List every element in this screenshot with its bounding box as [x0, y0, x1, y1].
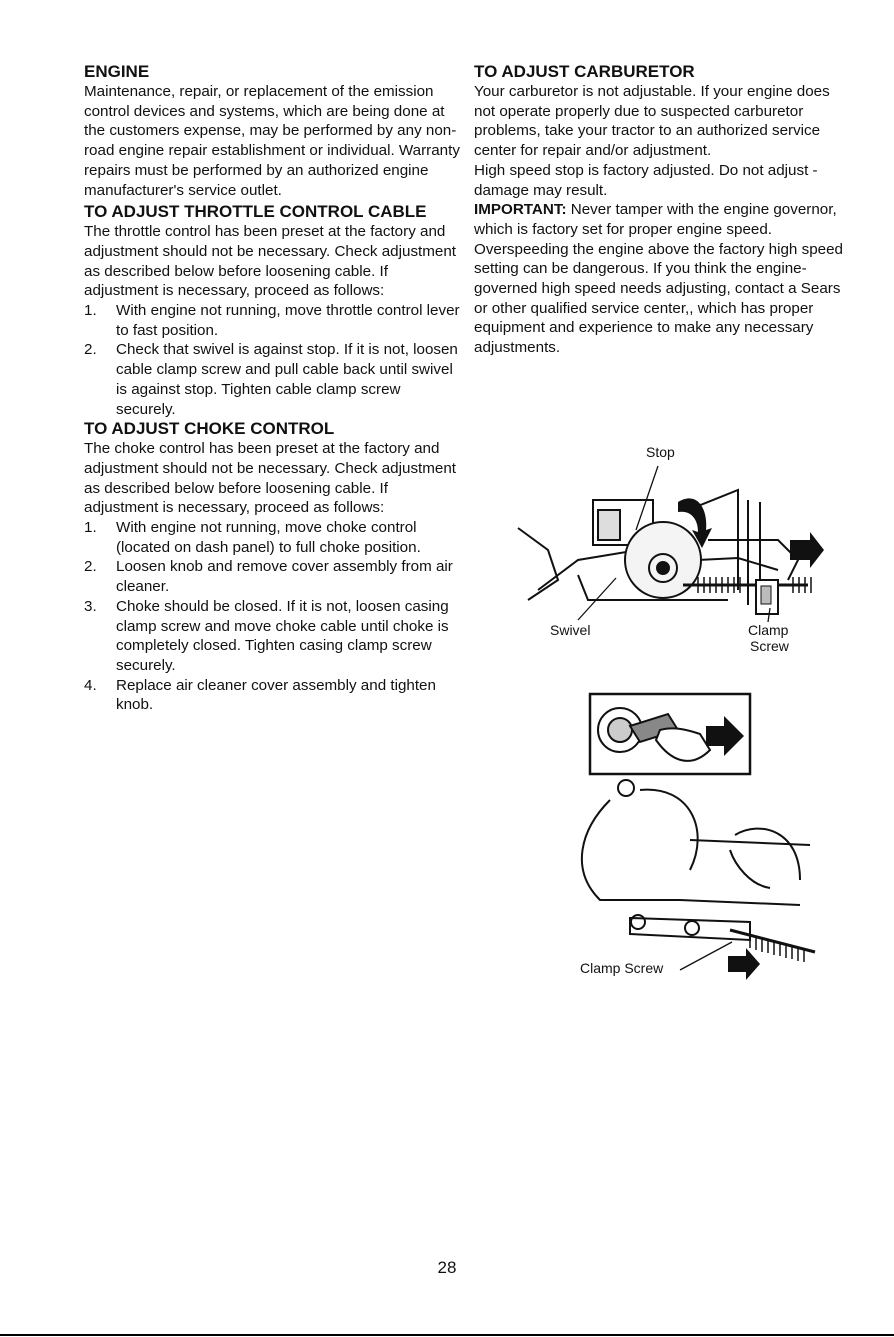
left-column — [84, 62, 464, 715]
stop-label: Stop — [646, 444, 675, 460]
important-text: Never tamper with the engine governor, which is factory set for proper engine speed. Overspeeding the engine above the factory high speed setting can be dangerous. If you think the engine-governed high speed needs adjusting, contact a Sears or other qualified service center,, which has proper equipment and experience to make any necessary adjustments. — [474, 201, 843, 357]
right-arrow-icon — [728, 948, 760, 980]
clamp-label: Clamp — [748, 622, 789, 638]
clamp-screw-label: Clamp Screw — [580, 960, 664, 976]
choke-steps — [84, 518, 464, 715]
choke-linkage-drawing — [560, 690, 820, 990]
right-arrow-icon — [790, 532, 824, 568]
screw-label: Screw — [750, 638, 789, 654]
right-column — [474, 62, 844, 358]
throttle-steps — [84, 301, 464, 419]
choke-adjustment-illustration — [560, 690, 820, 990]
choke-step: 1. With engine not running, move choke control (located on dash panel) to full choke position. — [84, 519, 421, 556]
choke-step: 4. Replace air cleaner cover assembly and tighten knob. — [84, 676, 436, 714]
throttle-body: The throttle control has been preset at the factory and adjustment should not be necessary. Check adjustment as described below before loosening cable. If adjustment is necessary, proceed as follows: — [84, 223, 457, 300]
throttle-step: 2. Check that swivel is against stop. If it is not, loosen cable clamp screw and pull cable back until swivel is against stop. Tighten cable clamp screw securely. — [84, 341, 458, 418]
important-label: IMPORTANT: — [474, 201, 567, 219]
choke-heading: TO ADJUST CHOKE CONTROL — [84, 419, 335, 439]
page-number: 28 — [437, 1258, 457, 1277]
engine-heading: ENGINE — [84, 62, 150, 81]
choke-step: 2. Loosen knob and remove cover assembly from air cleaner. — [84, 558, 453, 596]
swivel-label: Swivel — [550, 622, 591, 638]
throttle-step: 1. With engine not running, move throttle control lever to fast position. — [84, 302, 460, 339]
choke-body: The choke control has been preset at the factory and adjustment should not be necessary. Check adjustment as described below before loosening cable. If adjustment is necessary, proceed as follows: — [84, 440, 457, 517]
high-speed-note: High speed stop is factory adjusted. Do not adjust - damage may result. — [474, 161, 818, 199]
choke-step: 3. Choke should be closed. If it is not, loosen casing clamp screw and move choke cable until choke is completely closed. Tighten casing clamp screw securely. — [84, 597, 449, 674]
throttle-adjustment-illustration — [498, 440, 828, 660]
engine-body: Maintenance, repair, or replacement of the emission control devices and systems, which are being done at the customers expense, may be performed by any non-road engine repair establishment or individual. Warranty repairs must be performed by an authorized engine manufacturer's service outlet. — [84, 83, 460, 199]
important-note — [474, 200, 844, 358]
carburetor-body: Your carburetor is not adjustable. If your engine does not operate properly due to suspected carburetor problems, take your tractor to an authorized service center for repair and/or adjustment. — [474, 83, 830, 160]
throttle-heading: TO ADJUST THROTTLE CONTROL CABLE — [84, 202, 427, 222]
bottom-rule — [0, 1334, 894, 1336]
carburetor-heading: TO ADJUST CARBURETOR — [474, 62, 695, 81]
